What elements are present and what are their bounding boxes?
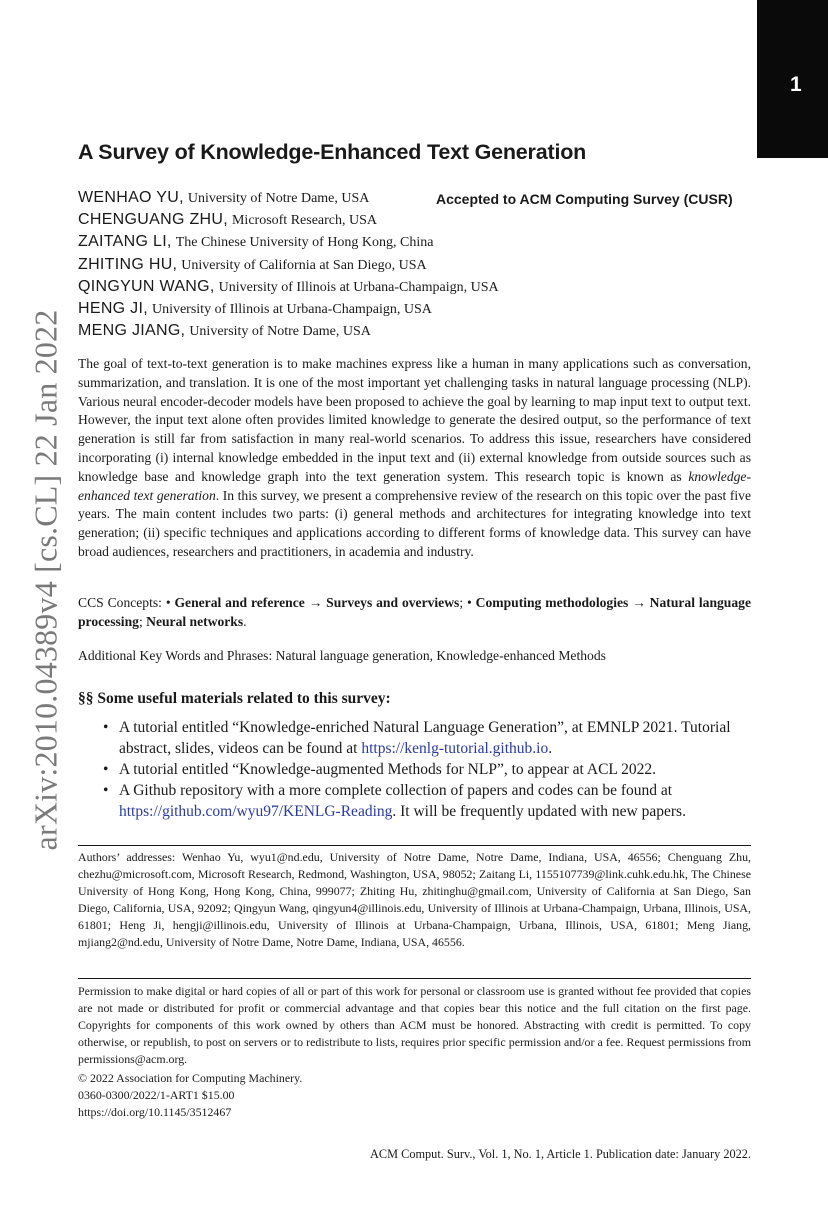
ccs-term: Computing methodologies → Natural language processing <box>78 595 751 629</box>
ccs-prefix: CCS Concepts: • <box>78 595 175 610</box>
author-entry <box>78 278 499 300</box>
list-item <box>100 718 755 760</box>
author-name: MENG JIANG, <box>78 322 186 340</box>
author-entry <box>78 322 499 344</box>
author-affiliation: Microsoft Research, USA <box>231 213 378 229</box>
permission-divider <box>78 978 751 979</box>
paper-title: A Survey of Knowledge-Enhanced Text Generation <box>78 140 587 164</box>
abstract-text: The goal of text-to-text generation is to make machines express like a human in many applications such as conversation, summarization, and translation. It is one of the most important yet challenging tasks in natural language processing (NLP). Various neural encoder-decoder models have been proposed to achieve the goal by learning to map input text to output text. However, the input text alone often provides limited knowledge to generate the desired output, so the performance of text generation is still far from satisfaction in many real-world scenarios. To address this issue, researchers have considered incorporating (i) internal knowledge embedded in the input text and (ii) external knowledge from outside sources such as knowledge base and knowledge graph into the text generation system. This research topic is known as <box>78 356 751 484</box>
github-repo-link[interactable]: https://github.com/wyu97/KENLG-Reading <box>119 802 393 820</box>
ccs-term: Neural networks <box>146 613 244 629</box>
abstract-text-continued: . In this survey, we present a comprehensive review of the research on this topic over the past five years. The main content includes two parts: (i) general methods and architectures for integrating knowledge into text generation; (ii) specific techniques and applications according to different forms of knowledge data. This survey can have broad audiences, researchers and practitioners, in academia and industry. <box>78 487 751 559</box>
materials-list <box>100 718 755 823</box>
page-number: 1 <box>790 73 802 96</box>
author-affiliation: University of Illinois at Urbana-Champaign, USA <box>151 301 432 317</box>
author-affiliation: University of Notre Dame, USA <box>189 324 371 340</box>
bullet-icon: • <box>103 781 109 799</box>
bullet-icon: • <box>103 719 109 736</box>
footnote-divider <box>78 845 751 846</box>
list-item-text-end: . <box>548 739 553 757</box>
list-item-text-end: . It will be frequently updated with new papers. <box>392 802 686 820</box>
author-name: ZAITANG LI, <box>78 233 172 251</box>
list-item-text: A tutorial entitled “Knowledge-enriched Natural Language Generation”, at EMNLP 2021. Tutorial abstract, slides, videos can be found at <box>119 719 731 757</box>
author-affiliation: The Chinese University of Hong Kong, China <box>175 235 434 251</box>
author-entry <box>78 256 499 278</box>
list-item <box>100 781 755 823</box>
author-affiliation: University of Illinois at Urbana-Champaign, USA <box>218 279 499 295</box>
author-list <box>78 189 499 344</box>
acceptance-note: Accepted to ACM Computing Survey (CUSR) <box>436 191 733 207</box>
list-item-text: A tutorial entitled “Knowledge-augmented Methods for NLP”, to appear at ACL 2022. <box>119 760 657 778</box>
page-number-tab <box>757 0 828 158</box>
author-name: HENG JI, <box>78 299 148 317</box>
bullet-icon: • <box>103 760 109 778</box>
keywords: Additional Key Words and Phrases: Natural language generation, Knowledge-enhanced Methods <box>78 648 606 663</box>
author-affiliation: University of California at San Diego, USA <box>181 257 427 273</box>
arxiv-identifier-stamp: arXiv:2010.04389v4 [cs.CL] 22 Jan 2022 <box>27 309 64 851</box>
abstract-emphasis: knowledge-enhanced text generation <box>78 468 751 503</box>
abstract <box>78 355 751 562</box>
author-affiliation: University of Notre Dame, USA <box>187 191 370 206</box>
ccs-term: General and reference → Surveys and overviews <box>174 595 460 610</box>
ccs-separator: ; • <box>459 595 476 610</box>
doi-line: https://doi.org/10.1145/3512467 <box>78 1105 232 1119</box>
author-name: WENHAO YU, <box>78 189 184 206</box>
page-footer: ACM Comput. Surv., Vol. 1, No. 1, Article 1. Publication date: January 2022. <box>370 1147 751 1161</box>
author-entry <box>78 211 499 233</box>
author-name: ZHITING HU, <box>78 255 178 273</box>
issn-line: 0360-0300/2022/1-ART1 $15.00 <box>78 1088 235 1102</box>
permission-notice: Permission to make digital or hard copies of all or part of this work for personal or classroom use is granted without fee provided that copies are not made or distributed for profit or commercial advantage and that copies bear this notice and the full citation on the first page. Copyrights for components of this work owned by others than ACM must be honored. Abstracting with credit is permitted. To copy otherwise, or republish, to post on servers or to redistribute to lists, requires prior specific permission and/or a fee. Request permissions from permissions@acm.org. <box>78 984 751 1066</box>
list-item <box>100 760 755 781</box>
copyright-line: © 2022 Association for Computing Machinery. <box>78 1071 303 1085</box>
author-addresses: Authors’ addresses: Wenhao Yu, wyu1@nd.edu, University of Notre Dame, Notre Dame, Indiana, USA, 46556; Chenguang Zhu, chezhu@microsoft.com, Microsoft Research, Redmond, Washington, USA, 98052; Zaitang Li, 1155107739@link.cuhk.edu.hk, The Chinese University of Hong Kong, Hong Kong, China, 999077; Zhiting Hu, zhitinghu@gmail.com, University of California at San Diego, San Diego, California, USA, 92092; Qingyun Wang, qingyun4@illinois.edu, University of Illinois at Urbana-Champaign, Urbana, Illinois, USA, 61801; Heng Ji, hengji@illinois.edu, University of Illinois at Urbana-Champaign, Urbana, Illinois, USA, 61801; Meng Jiang, mjiang2@nd.edu, University of Notre Dame, Notre Dame, Indiana, USA, 46556. <box>78 850 751 949</box>
tutorial-link[interactable]: https://kenlg-tutorial.github.io <box>361 739 549 757</box>
ccs-concepts <box>78 594 751 632</box>
author-name: CHENGUANG ZHU, <box>78 211 228 229</box>
author-name: QINGYUN WANG, <box>78 277 215 295</box>
author-entry <box>78 189 499 211</box>
list-item-text: A Github repository with a more complete collection of papers and codes can be found at <box>119 781 673 799</box>
author-entry <box>78 233 499 255</box>
materials-heading: §§ Some useful materials related to this survey: <box>78 690 391 707</box>
author-entry <box>78 300 499 322</box>
ccs-separator: ; <box>138 613 147 629</box>
ccs-end: . <box>243 613 247 629</box>
